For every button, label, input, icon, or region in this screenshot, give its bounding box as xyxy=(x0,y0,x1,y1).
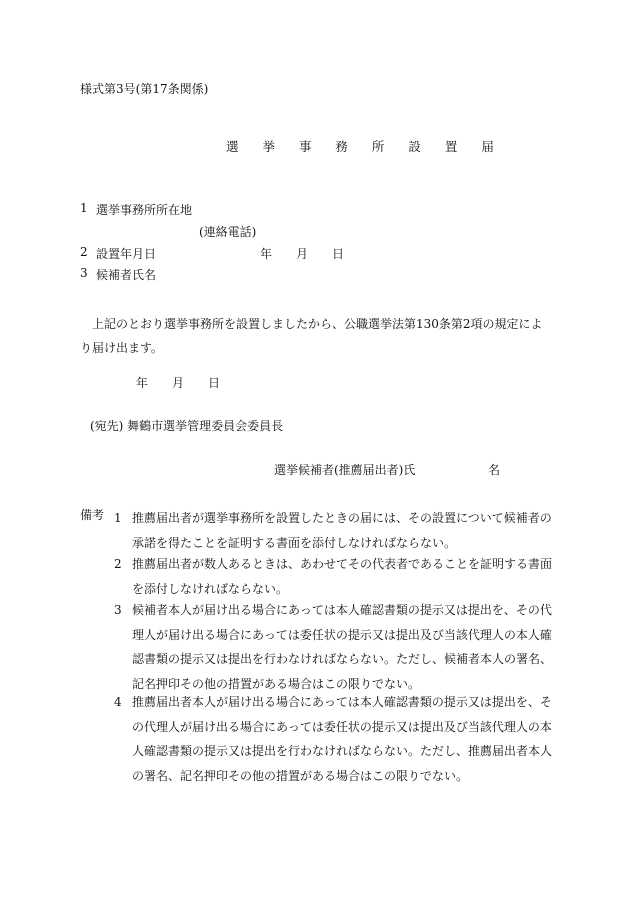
form-title: 選 挙 事 務 所 設 置 届 xyxy=(226,139,504,154)
submit-year-label: 年 xyxy=(136,376,149,390)
setup-year-label: 年 xyxy=(260,247,273,261)
note-text: 候補者本人が届け出る場合にあっては本人確認書類の提示又は提出を、その代理人が届け出る場合にあっては委任状の提示又は提出及び当該代理人の本人確認書類の提示又は提出を行わなければならない。ただし、候補者本人の署名、記名押印その他の措置がある場合はこの限りでない。 xyxy=(132,603,553,691)
notes-label: 備考 xyxy=(80,508,105,522)
item-2-label: 設置年月日 xyxy=(96,247,157,261)
signer-suffix: 名 xyxy=(488,463,501,477)
note-number: 1 xyxy=(114,511,122,525)
note-item xyxy=(114,598,562,696)
note-text: 推薦届出者が選挙事務所を設置したときの届には、その設置について候補者の承諾を得たことを証明する書面を添付しなければならない。 xyxy=(132,511,552,550)
form-number: 様式第3号(第17条関係) xyxy=(80,82,209,96)
item-3-label: 候補者氏名 xyxy=(96,268,157,282)
note-number: 3 xyxy=(114,603,122,617)
note-item xyxy=(114,690,562,788)
signer-label: 選挙候補者(推薦届出者)氏 xyxy=(274,463,416,477)
note-text: 推薦届出者が数人あるときは、あわせてその代表者であることを証明する書面を添付しなければならない。 xyxy=(132,557,553,596)
submit-month-label: 月 xyxy=(172,376,185,390)
setup-month-label: 月 xyxy=(296,247,309,261)
item-3-number: 3 xyxy=(80,266,88,280)
addressee: (宛先) 舞鶴市選挙管理委員会委員長 xyxy=(90,419,284,433)
item-1-label: 選挙事務所所在地 xyxy=(96,203,193,217)
item-2-number: 2 xyxy=(80,245,88,259)
contact-phone-label: (連絡電話) xyxy=(199,225,257,239)
submit-day-label: 日 xyxy=(208,376,221,390)
setup-day-label: 日 xyxy=(332,247,345,261)
note-item xyxy=(114,506,562,555)
note-text: 推薦届出者本人が届け出る場合にあっては本人確認書類の提示又は提出を、その代理人が届け出る場合にあっては委任状の提示又は提出及び当該代理人の本人確認書類の提示又は提出を行わなければならない。ただし、推薦届出者本人の署名、記名押印その他の措置がある場合はこの限りでない。 xyxy=(132,695,553,783)
note-item xyxy=(114,552,562,601)
item-1-number: 1 xyxy=(80,201,88,215)
note-number: 2 xyxy=(114,557,122,571)
note-number: 4 xyxy=(114,695,122,709)
body-paragraph: 上記のとおり選挙事務所を設置しましたから、公職選挙法第130条第2項の規定により届け出ます。 xyxy=(80,317,543,355)
